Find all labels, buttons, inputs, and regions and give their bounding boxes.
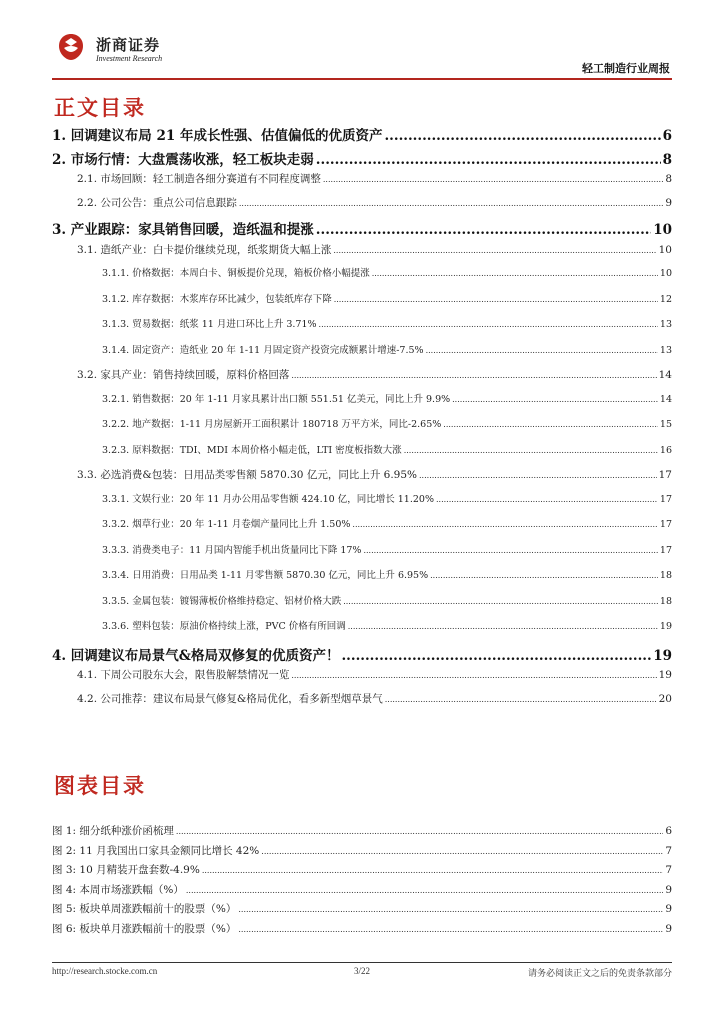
entry-label: 1. 回调建议布局 21 年成长性强、估值偏低的优质资产 — [52, 128, 383, 144]
entry-label: 图 5: 板块单周涨跌幅前十的股票（%） — [52, 903, 237, 915]
entry-page-number: 9 — [665, 196, 672, 209]
entry-label: 4. 回调建议布局景气&格局双修复的优质资产！ — [52, 647, 340, 664]
entry-page-number: 8 — [662, 151, 672, 168]
table-of-contents — [52, 124, 672, 714]
dot-leader — [343, 597, 658, 606]
entry-page-number: 15 — [659, 419, 672, 430]
entry-label: 3.3.5. 金属包装：镀锡薄板价格维持稳定、铝材价格大跌 — [102, 595, 342, 607]
dot-leader — [238, 925, 663, 934]
entry-label: 图 1: 细分纸种涨价函梳理 — [52, 825, 174, 837]
dot-leader — [385, 695, 657, 704]
entry-label: 3.2.3. 原料数据：TDI、MDI 本周价格小幅走低，LTI 密度板指数大涨 — [102, 444, 402, 456]
dot-leader — [334, 295, 658, 304]
entry-label: 3.1.2. 库存数据：木浆库存环比减少，包装纸库存下降 — [102, 293, 332, 305]
toc-entry[interactable] — [52, 218, 672, 242]
dot-leader — [333, 246, 656, 255]
entry-label: 2.1. 市场回顾：轻工制造各细分赛道有不同程度调整 — [77, 173, 321, 185]
entry-label: 3.2. 家具产业：销售持续回暖，原料价格回落 — [77, 369, 290, 381]
entry-page-number: 7 — [665, 844, 672, 857]
entry-page-number: 17 — [659, 519, 672, 530]
footer-url[interactable]: http://research.stocke.com.cn — [52, 966, 158, 976]
entry-page-number: 17 — [658, 469, 672, 481]
dot-leader — [291, 671, 656, 680]
dot-leader — [430, 571, 658, 580]
toc-entry[interactable] — [52, 644, 672, 668]
disclaimer-text: 请务必阅读正文之后的免责条款部分 — [527, 969, 672, 979]
dot-leader — [323, 175, 663, 184]
dot-leader — [363, 546, 657, 555]
entry-label: 图 2: 11 月我国出口家具金额同比增长 42% — [52, 844, 260, 857]
entry-page-number: 10 — [658, 243, 672, 256]
toc-entry[interactable] — [52, 567, 672, 593]
entry-label: 4.2. 公司推荐：建议布局景气修复&格局优化，看多新型烟草景气 — [77, 692, 383, 705]
entry-label: 3.3.1. 文娱行业：20 年 11 月办公用品零售额 424.10 亿，同比增长 11.20% — [102, 493, 434, 505]
dot-leader — [436, 495, 658, 504]
entry-label: 4.1. 下周公司股东大会，限售股解禁情况一览 — [77, 669, 290, 681]
dot-leader — [319, 320, 658, 329]
dot-leader — [384, 128, 660, 144]
dot-leader — [261, 847, 663, 856]
entry-page-number: 13 — [659, 319, 672, 330]
dot-leader — [426, 346, 658, 355]
figure-entry[interactable] — [52, 882, 672, 902]
toc-entry[interactable] — [52, 618, 672, 644]
dot-leader — [348, 622, 658, 631]
dot-leader — [239, 199, 663, 208]
dot-leader — [352, 520, 658, 529]
entry-label: 3.1.4. 固定资产：造纸业 20 年 1-11 月固定资产投资完成额累计增速-7.5% — [102, 344, 424, 356]
page-header — [52, 30, 672, 80]
dot-leader — [443, 420, 658, 429]
dot-leader — [316, 222, 651, 238]
dot-leader — [186, 886, 663, 895]
entry-label: 3.2.2. 地产数据：1-11 月房屋新开工面积累计 180718 万平方米，同比-2.65% — [102, 419, 442, 430]
entry-page-number: 7 — [665, 864, 672, 876]
figure-list-title: 图表目录 — [54, 774, 146, 798]
toc-entry[interactable] — [52, 291, 672, 317]
page-number: 3/22 — [353, 966, 370, 976]
brand-tagline: Investment Research — [96, 54, 163, 63]
toc-entry[interactable] — [52, 148, 672, 172]
entry-page-number: 14 — [659, 393, 672, 405]
figure-entry[interactable] — [52, 901, 672, 921]
dot-leader — [238, 905, 663, 914]
toc-entry[interactable] — [52, 367, 672, 391]
entry-page-number: 20 — [658, 692, 672, 705]
toc-entry[interactable] — [52, 467, 672, 491]
toc-entry[interactable] — [52, 124, 672, 148]
dot-leader — [202, 866, 663, 875]
toc-entry[interactable] — [52, 667, 672, 691]
entry-page-number: 6 — [665, 825, 672, 837]
dot-leader — [372, 269, 658, 278]
entry-page-number: 18 — [659, 570, 672, 581]
entry-page-number: 9 — [665, 883, 672, 896]
entry-label: 图 4: 本周市场涨跌幅（%） — [52, 883, 184, 896]
figure-entry[interactable] — [52, 921, 672, 941]
entry-page-number: 10 — [653, 222, 672, 238]
entry-page-number: 8 — [665, 173, 672, 185]
entry-label: 2.2. 公司公告：重点公司信息跟踪 — [77, 196, 237, 209]
entry-page-number: 13 — [659, 344, 672, 356]
toc-entry[interactable] — [52, 416, 672, 442]
toc-title: 正文目录 — [54, 96, 146, 120]
entry-label: 图 6: 板块单月涨跌幅前十的股票（%） — [52, 922, 237, 935]
entry-page-number: 17 — [659, 493, 672, 505]
toc-entry[interactable] — [52, 171, 672, 195]
entry-label: 3.3.3. 消费类电子：11 月国内智能手机出货量同比下降 17% — [102, 544, 362, 556]
entry-label: 3.1.3. 贸易数据：纸浆 11 月进口环比上升 3.71% — [102, 319, 317, 330]
entry-label: 图 3: 10 月精装开盘套数-4.9% — [52, 864, 200, 876]
entry-page-number: 12 — [659, 293, 672, 305]
toc-entry[interactable] — [52, 542, 672, 568]
figure-list — [52, 823, 672, 940]
toc-entry[interactable] — [52, 195, 672, 219]
entry-page-number: 9 — [665, 922, 672, 935]
entry-label: 3.3.2. 烟草行业：20 年 1-11 月卷烟产量同比上升 1.50% — [102, 519, 351, 530]
dot-leader — [316, 152, 661, 168]
entry-page-number: 9 — [665, 903, 672, 915]
toc-entry[interactable] — [52, 242, 672, 266]
toc-entry[interactable] — [52, 691, 672, 715]
entry-label: 3.3.6. 塑料包装：原油价格持续上涨，PVC 价格有所回调 — [102, 621, 346, 632]
figure-entry[interactable] — [52, 823, 672, 843]
toc-entry[interactable] — [52, 593, 672, 619]
dot-leader — [176, 827, 663, 836]
toc-entry[interactable] — [52, 391, 672, 417]
dot-leader — [419, 471, 657, 480]
toc-entry[interactable] — [52, 342, 672, 368]
entry-label: 3. 产业跟踪：家具销售回暖，造纸温和提涨 — [52, 222, 314, 238]
footer-divider — [52, 962, 672, 963]
entry-label: 3.1. 造纸产业：白卡提价继续兑现，纸浆期货大幅上涨 — [77, 243, 332, 256]
figure-entry[interactable] — [52, 862, 672, 882]
toc-entry[interactable] — [52, 516, 672, 542]
dot-leader — [452, 395, 658, 404]
report-type: 轻工制造行业周报 — [582, 62, 670, 75]
toc-entry[interactable] — [52, 265, 672, 291]
entry-page-number: 6 — [662, 128, 672, 144]
entry-label: 3.2.1. 销售数据：20 年 1-11 月家具累计出口额 551.51 亿美元，同比上升 9.9% — [102, 393, 451, 405]
entry-page-number: 18 — [659, 595, 672, 607]
entry-page-number: 19 — [653, 647, 672, 664]
entry-page-number: 19 — [658, 669, 672, 681]
toc-entry[interactable] — [52, 442, 672, 468]
brand-name: 浙商证券 — [96, 36, 161, 54]
figure-entry[interactable] — [52, 843, 672, 863]
entry-page-number: 17 — [659, 544, 672, 556]
logo-mark-icon — [56, 32, 86, 62]
toc-entry[interactable] — [52, 491, 672, 517]
toc-entry[interactable] — [52, 316, 672, 342]
entry-page-number: 19 — [659, 621, 672, 632]
dot-leader — [341, 648, 651, 664]
dot-leader — [291, 371, 656, 380]
entry-page-number: 10 — [659, 268, 672, 279]
entry-page-number: 14 — [658, 369, 672, 381]
entry-label: 2. 市场行情：大盘震荡收涨，轻工板块走弱 — [52, 151, 314, 168]
entry-label: 3.3. 必选消费&包装：日用品类零售额 5870.30 亿元，同比上升 6.95% — [77, 469, 418, 481]
entry-page-number: 16 — [659, 444, 672, 456]
entry-label: 3.1.1. 价格数据：本周白卡、铜板提价兑现，箱板价格小幅提涨 — [102, 268, 370, 279]
dot-leader — [404, 446, 658, 455]
header-divider — [52, 78, 672, 80]
entry-label: 3.3.4. 日用消费：日用品类 1-11 月零售额 5870.30 亿元，同比上升 6.95% — [102, 570, 429, 581]
